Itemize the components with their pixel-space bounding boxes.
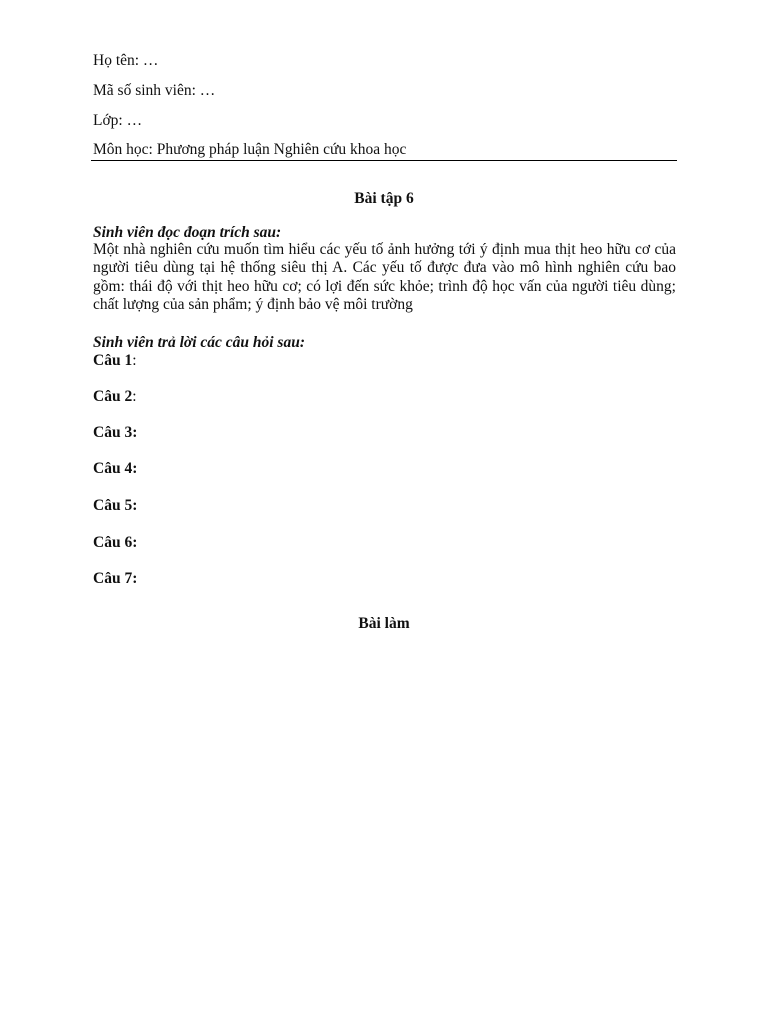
course-line: Môn học: Phương pháp luận Nghiên cứu khoa học bbox=[93, 141, 407, 158]
question-label: Câu 7: bbox=[93, 570, 138, 587]
question-label: Câu 5: bbox=[93, 497, 138, 514]
question-label: Câu 3: bbox=[93, 424, 138, 441]
student-name-line: Họ tên: … bbox=[93, 52, 159, 69]
question-label: Câu 1 bbox=[93, 352, 133, 369]
question-label: Câu 2 bbox=[93, 388, 133, 405]
question-label: Câu 6: bbox=[93, 534, 138, 551]
question-suffix: : bbox=[132, 352, 137, 369]
exercise-title: Bài tập 6 bbox=[354, 190, 414, 207]
question-7 bbox=[93, 570, 137, 588]
passage-text: Một nhà nghiên cứu muốn tìm hiểu các yếu tố ảnh hưởng tới ý định mua thịt heo hữu cơ của người tiêu dùng tại hệ thống siêu thị A. Các yếu tố được đưa vào mô hình nghiên cứu bao gồm: thái độ với thịt heo hữu cơ; có lợi đến sức khỏe; trình độ học vấn của người tiêu dùng; chất lượng của sản phẩm; ý định bảo vệ môi trường bbox=[93, 241, 676, 314]
answer-section-title: Bài làm bbox=[358, 615, 410, 632]
class-line: Lớp: … bbox=[93, 112, 143, 129]
question-suffix: : bbox=[132, 388, 137, 405]
question-6 bbox=[93, 534, 137, 552]
question-3 bbox=[93, 424, 137, 442]
question-2 bbox=[93, 388, 137, 406]
student-id-line: Mã số sinh viên: … bbox=[93, 82, 216, 99]
question-1 bbox=[93, 352, 137, 370]
question-5 bbox=[93, 497, 137, 515]
header-divider bbox=[91, 160, 677, 161]
question-label: Câu 4: bbox=[93, 460, 138, 477]
answer-instruction: Sinh viên trả lời các câu hỏi sau: bbox=[93, 334, 305, 351]
read-instruction: Sinh viên đọc đoạn trích sau: bbox=[93, 224, 282, 241]
question-4 bbox=[93, 460, 137, 478]
